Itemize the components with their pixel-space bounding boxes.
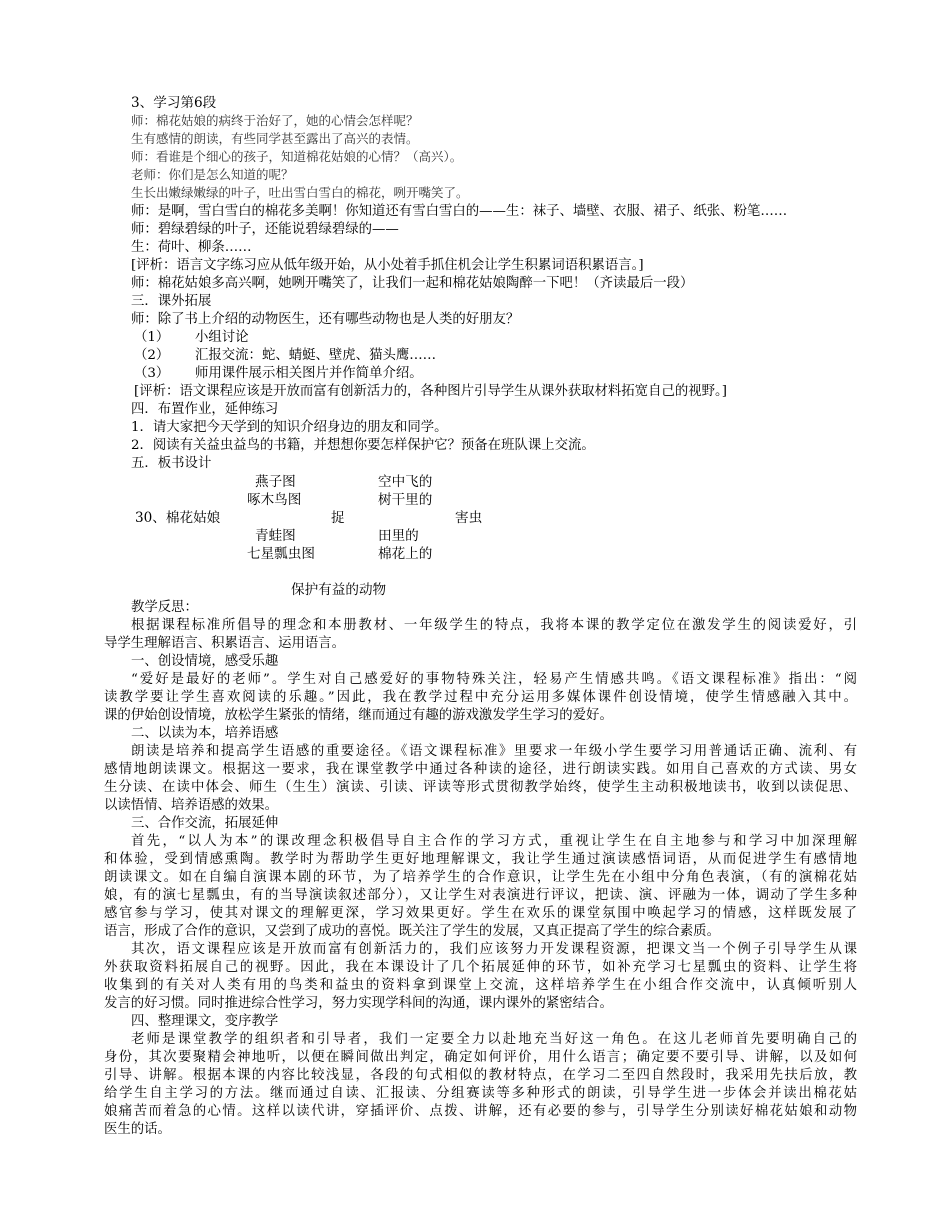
dialogue-line: 生长出嫩绿嫩绿的叶子，吐出雪白雪白的棉花，咧开嘴笑了。 [131, 185, 469, 200]
reflection-line: 首先，“以人为本”的课改理念积极倡导自主合作的学习方式，重视让学生在自主地参与和学习中加深理解 [131, 834, 857, 849]
reflection-line: 感官参与学习，使其对课文的理解更深，学习效果更好。学生在欢乐的课堂氛围中唤起学习的情感，这样既发展了 [104, 906, 857, 921]
reflection-subheading: 四、整理课文，变序教学 [131, 1014, 279, 1029]
reflection-line: 医生的话。 [104, 1122, 171, 1137]
list-item-text: 汇报交流：蛇、蜻蜓、壁虎、猫头鹰…… [195, 348, 437, 363]
reflection-line: 引导、讲解。根据本课的内容比较浅显，各段的句式相似的教材特点，在学习二至四自然段时，我采用先扶后放，教 [104, 1068, 857, 1083]
reflection-line: 身份，其次要聚精会神地听，以便在瞬间做出判定，确定如何评价，用什么语言；确定要不要引导、讲解，以及如何 [104, 1050, 857, 1065]
dialogue-line: 师：看谁是个细心的孩子，知道棉花姑娘的心情？（高兴）。 [131, 149, 463, 164]
comment-line: [评析：语言文字练习应从低年级开始，从小处着手抓住机会让学生积累词语积累语言。] [131, 258, 644, 273]
reflection-line: 老师是课堂教学的组织者和引导者，我们一定要全力以赴地充当好这一角色。在这儿老师首先要明确自己的 [131, 1032, 857, 1047]
comment-line: [评析：语文课程应该是开放而富有创新活力的，各种图片引导学生从课外获取材料拓宽自己的视野。] [134, 384, 727, 399]
dialogue-line: 师：除了书上介绍的动物医生，还有哪些动物也是人类的好朋友？ [131, 312, 520, 327]
board-place: 田里的 [378, 528, 419, 544]
board-object: 害虫 [455, 510, 483, 526]
list-item-number: （2） [134, 348, 170, 363]
board-place: 空中飞的 [378, 474, 433, 490]
reflection-line: 和体验，受到情感熏陶。教学时为帮助学生更好地理解课文，我让学生通过演读感悟词语，从而促进学生有感情地 [104, 852, 857, 867]
dialogue-line: 师：棉花姑娘多高兴啊，她咧开嘴笑了，让我们一起和棉花姑娘陶醉一下吧！（齐读最后一段） [131, 276, 694, 291]
reflection-subheading: 二、以读为本，培养语感 [131, 726, 279, 741]
board-animal: 七星瓢虫图 [247, 546, 315, 562]
section-heading: 五．板书设计 [131, 456, 212, 471]
dialogue-line: 老师：你们是怎么知道的呢？ [131, 167, 294, 182]
list-item-text: 小组讨论 [195, 330, 249, 345]
reflection-line: 感情地朗读课文。根据这一要求，我在课堂教学中通过各种读的途径，进行朗读实践。如用自己喜欢的方式读、男女 [104, 762, 857, 777]
board-animal: 青蛙图 [255, 528, 296, 544]
board-animal: 啄木鸟图 [247, 492, 302, 508]
board-place: 棉花上的 [378, 546, 433, 562]
board-summary: 保护有益的动物 [291, 582, 387, 598]
board-title: 30、棉花姑娘 [135, 510, 221, 526]
dialogue-line: 师：棉花姑娘的病终于治好了，她的心情会怎样呢？ [131, 113, 419, 128]
list-item-number: （1） [134, 330, 170, 345]
board-verb: 捉 [331, 510, 345, 526]
list-item-text: 师用课件展示相关图片并作简单介绍。 [195, 366, 423, 381]
section-heading: 三．课外拓展 [131, 294, 212, 309]
dialogue-line: 生：荷叶、柳条…… [131, 240, 252, 255]
reflection-subheading: 一、创设情境，感受乐趣 [131, 654, 279, 669]
reflection-line: 给学生自主学习的方法。继而通过自读、汇报读、分组赛读等多种形式的朗读，引导学生进一步体会并读出棉花姑 [104, 1086, 857, 1101]
reflection-line: 其次，语文课程应该是开放而富有创新活力的，我们应该努力开发课程资源，把课文当一个例子引导学生从课 [131, 942, 857, 957]
board-animal: 燕子图 [255, 474, 296, 490]
board-place: 树干里的 [378, 492, 433, 508]
reflection-line: 根据课程标准所倡导的理念和本册教材、一年级学生的特点，我将本课的教学定位在激发学生的阅读爱好，引 [131, 618, 857, 633]
section-heading: 四．布置作业，延伸练习 [131, 402, 279, 417]
reflection-line: 导学生理解语言、积累语言、运用语言。 [104, 636, 346, 651]
section-3-title: 3、学习第6段 [131, 95, 217, 111]
homework-item: 1．请大家把今天学到的知识介绍身边的朋友和同学。 [131, 420, 448, 435]
reflection-line: 以读悟情、培养语感的效果。 [104, 798, 279, 813]
reflection-line: 收集到的有关对人类有用的鸟类和益虫的资料拿到课堂上交流，这样培养学生在小组合作交流中，认真倾听别人 [104, 978, 857, 993]
reflection-subheading: 三、合作交流，拓展延伸 [131, 816, 279, 831]
reflection-line: 朗读课文。如在自编自演课本剧的环节，为了培养学生的合作意识，让学生先在小组中分角色表演，（有的演棉花姑 [104, 870, 857, 885]
reflection-line: 娘痛苦而着急的心情。这样以读代讲，穿插评价、点拨、讲解，还有必要的参与，引导学生分别读好棉花姑娘和动物 [104, 1104, 857, 1119]
list-item-number: （3） [134, 366, 170, 381]
reflection-line: 读教学要让学生喜欢阅读的乐趣。”因此，我在教学过程中充分运用多媒体课件创设情境，使学生情感融入其中。 [104, 690, 857, 705]
reflection-line: “爱好是最好的老师”。学生对自己感爱好的事物特殊关注，轻易产生情感共鸣。《语文课程标准》指出：“阅 [131, 672, 857, 687]
reflection-line: 生分读、在读中体会、师生（生生）演读、引读、评读等形式贯彻教学始终，使学生主动积极地读书，收到以读促思、 [104, 780, 857, 795]
reflection-line: 课的伊始创设情境，放松学生紧张的情绪，继而通过有趣的游戏激发学生学习的爱好。 [104, 708, 613, 723]
dialogue-line: 师：碧绿碧绿的叶子，还能说碧绿碧绿的—— [131, 222, 399, 237]
reflection-line: 发言的好习惯。同时推进综合性学习，努力实现学科间的沟通，课内课外的紧密结合。 [104, 996, 613, 1011]
reflection-line: 外获取资料拓展自己的视野。因此，我在本课设计了几个拓展延伸的环节，如补充学习七星瓢虫的资料、让学生将 [104, 960, 857, 975]
dialogue-line: 师：是啊，雪白雪白的棉花多美啊！你知道还有雪白雪白的——生：袜子、墙壁、衣服、裙子、纸张、粉笔…… [131, 204, 788, 219]
reflection-line: 朗读是培养和提高学生语感的重要途径。《语文课程标准》里要求一年级小学生要学习用普通话正确、流利、有 [131, 744, 857, 759]
homework-item: 2．阅读有关益虫益鸟的书籍，并想想你要怎样保护它？预备在班队课上交流。 [131, 438, 595, 453]
reflection-line: 娘，有的演七星瓢虫，有的当导演读叙述部分），又让学生对表演进行评议，把读、演、评融为一体，调动了学生多种 [104, 888, 857, 903]
reflection-heading: 教学反思： [131, 600, 198, 615]
dialogue-line: 生有感情的朗读，有些同学甚至露出了高兴的表情。 [131, 131, 419, 146]
reflection-line: 语言，形成了合作的意识，又尝到了成功的喜悦。既关注了学生的发展，又真正提高了学生的综合素质。 [104, 924, 720, 939]
